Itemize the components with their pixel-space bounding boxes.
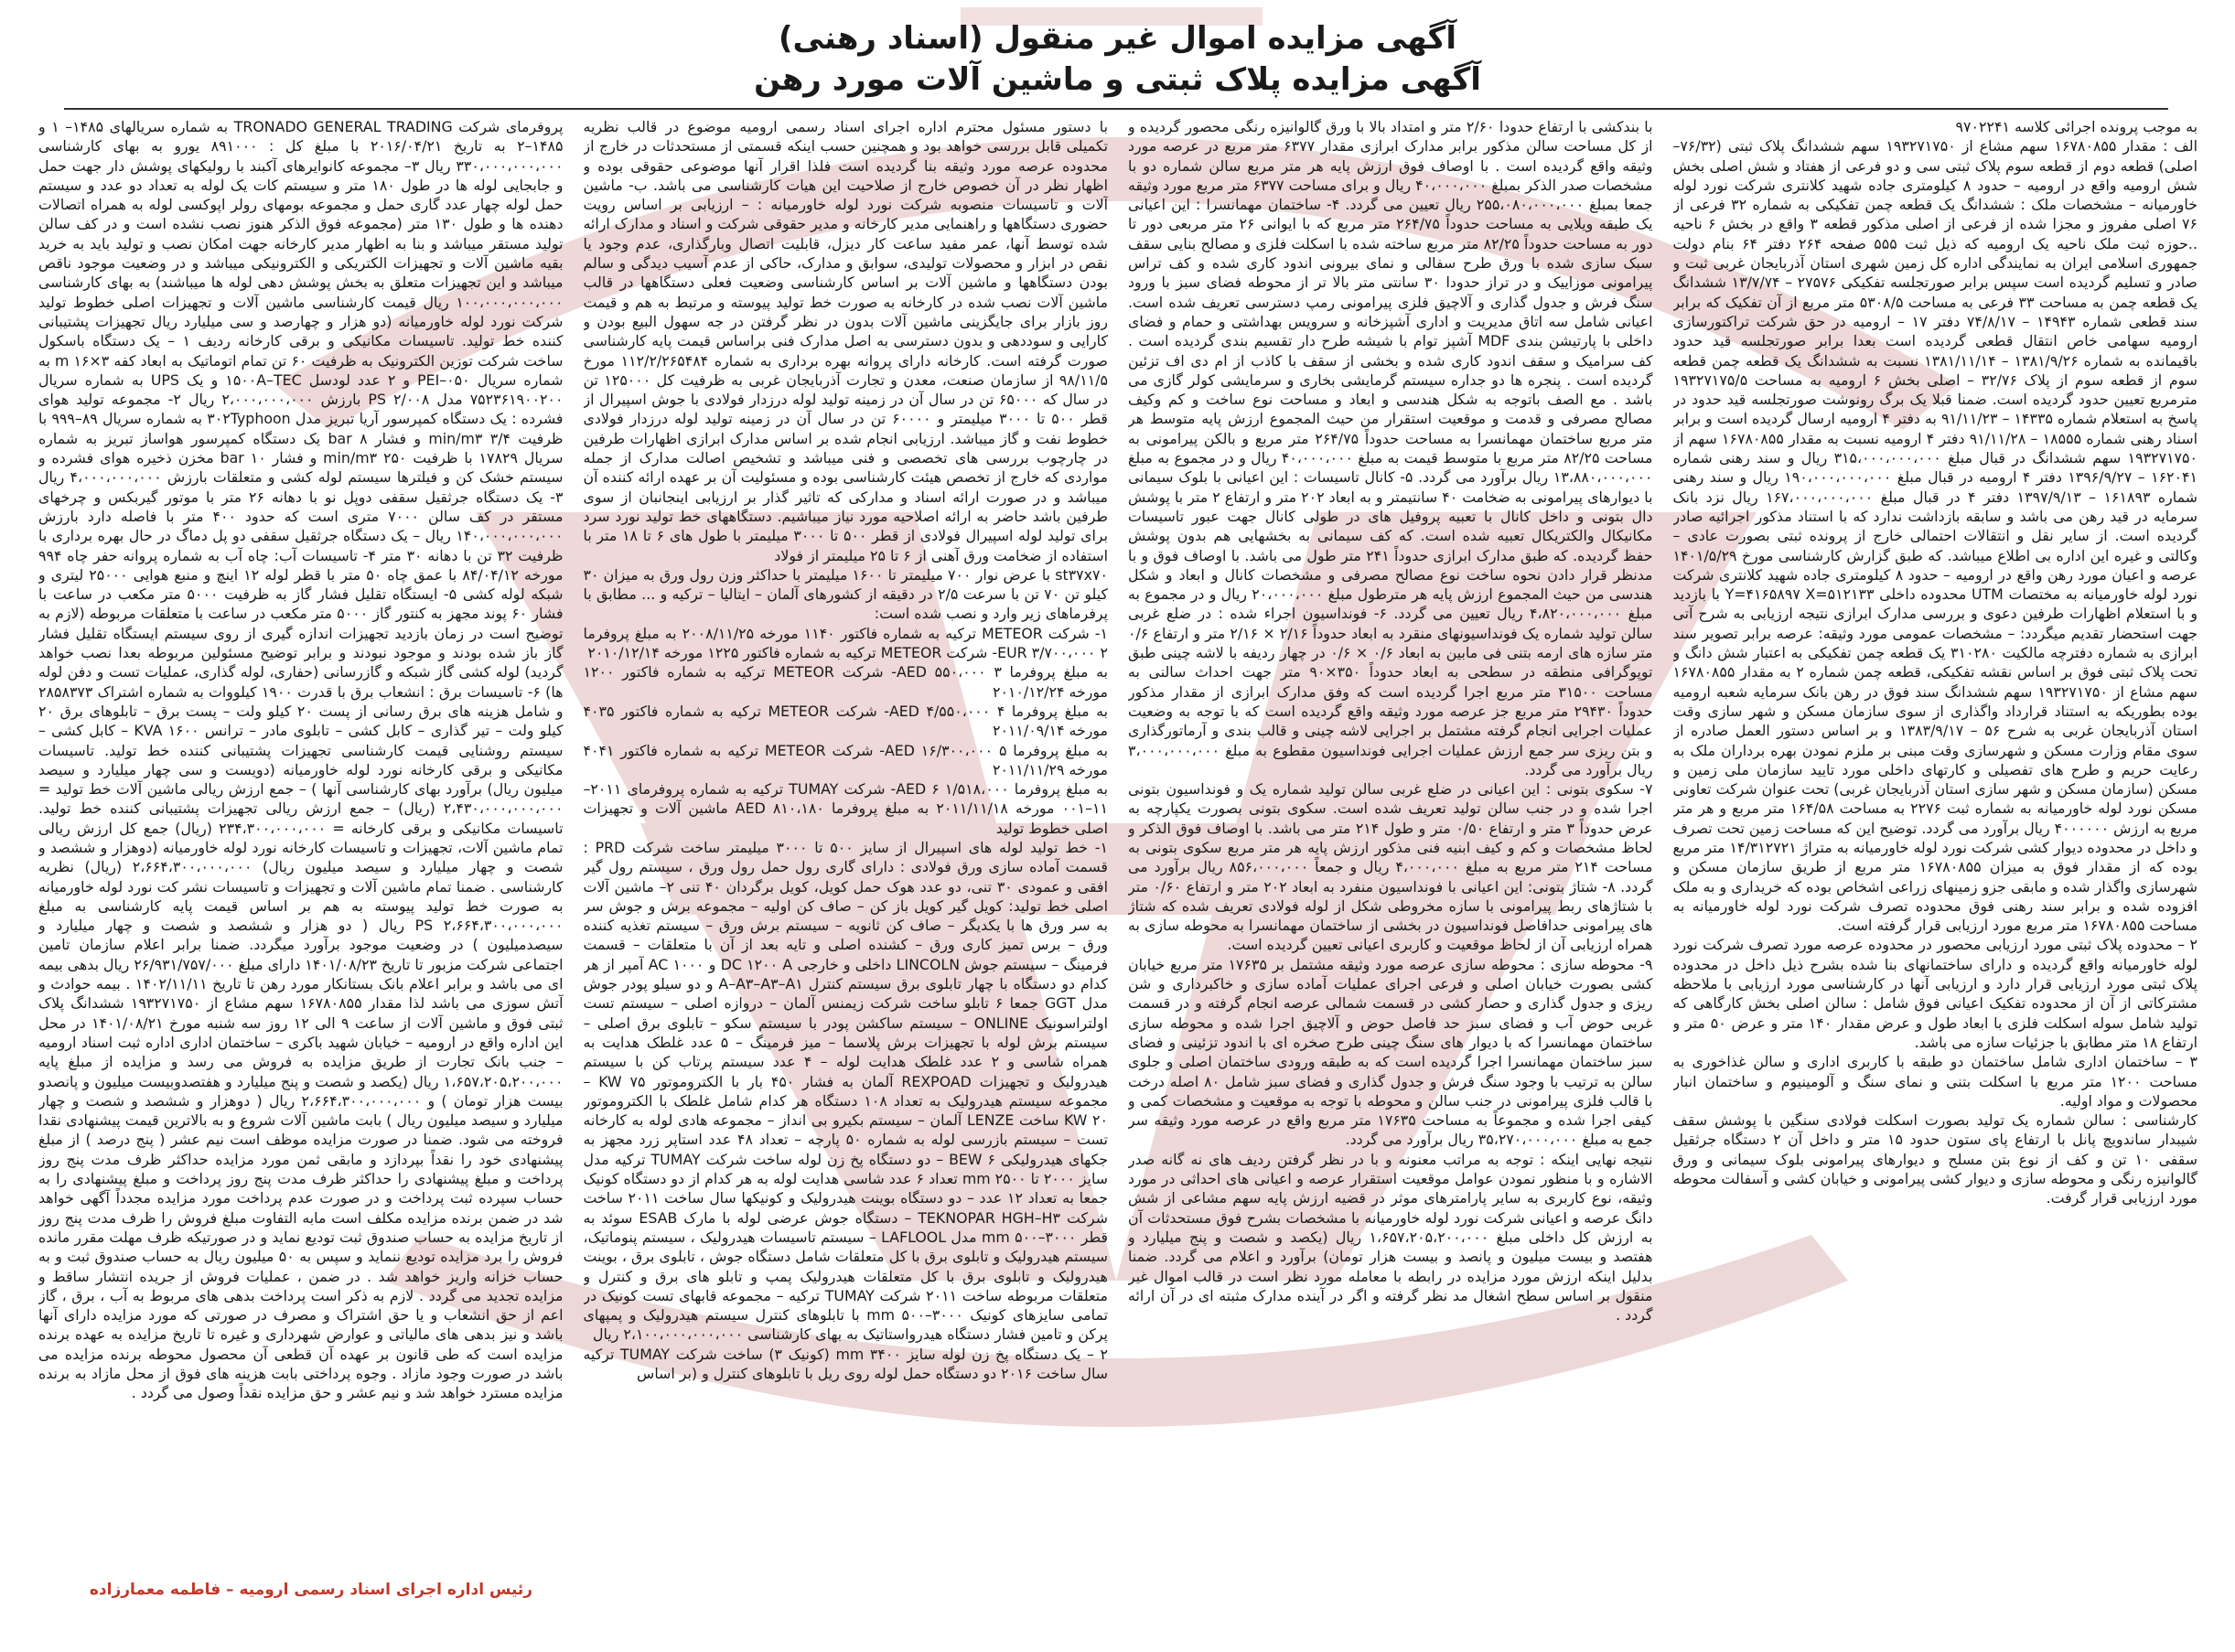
column-4 — [38, 117, 564, 1626]
column-3-paragraph: ۲ – یک دستگاه پخ زن لوله سایز ۳۴۰۰ mm (کونیک ۳) ساخت شرکت TUMAY ترکیه سال ساخت ۲۰۱۶ دو دستگاه حمل لوله روی ریل با تابلوهای کنترل و (بر اساس — [583, 1345, 1108, 1382]
column-1 — [1673, 117, 2198, 1626]
column-2-paragraph: با بندکشی با ارتفاع حدودا ۲/۶۰ متر و امتداد بالا با ورق گالوانیزه رنگی محصور گردیده و از کل مساحت سالن مذکور برابر مدارک ابرازی مقدار ۶۳۷۷ متر مربع در عرصه مورد وثیقه واقع گردیده است . با اوصاف فوق ارزش پایه هر متر مربع سالن شماره دو با مشخصات صدر الذکر بمبلغ ۴۰،۰۰۰،۰۰۰ ریال و برای مساحت ۶۳۷۷ متر مربع مورد وثیقه جمعا بمبلغ ۲۵۵،۰۸۰،۰۰۰،۰۰۰ ریال تعیین می گردد. ۴- ساختمان مهمانسرا : این اعیانی یک طبقه ویلایی به مساحت حدوداً ۲۶۴/۷۵ متر مربع که با ایوانی ۲۶ متر مربعی دور تا دور به مساحت حدوداً ۸۲/۲۵ متر مربع ساخته شده با اسکلت فلزی و مصالح بنایی سقف سبک سازی شده با ورق طرح سفالی و نمای بیرونی اندود کاری شده و کف تراس پیرامونی موزاییک و در تراز حدودا ۳۰ سانتی متر بالا تر از محوطه فضای سبز با ورود سنگ فرش و جدول گذاری و آلاچیق فلزی پیرامونی رمپ دسترسی تعریف شده است. اعیانی شامل سه اتاق مدیریت و اداری آشپزخانه و سرویس بهداشتی و حمام و فضای داخلی با پارتیشن بندی MDF آشپز توام با شیشه طرح دار تقسیم بندی گردیده است . کف سرامیک و سقف اندود کاری شده و بخشی از سقف با کاذب از ام دی اف تزئین گردیده است . پنجره ها دو جداره سیستم گرمایشی بخاری و سرمایشی کولر گازی می باشد . مع الصف باتوجه به شکل هندسی و ابعاد و مساحت نوع ساخت و کم وکیف مصالح مصرفی و قدمت و موقعیت استقرار من حیث المجموع ارزش پایه متوسط هر متر مربع ساختمان مهمانسرا به مساحت حدوداً ۲۶۴/۷۵ متر مربع و بالکن پیرامونی به مساحت ۸۲/۲۵ متر مربع با متوسط قیمت به مبلغ ۴۰،۰۰۰،۰۰۰ ریال و در مجموع به مبلغ ۱۳،۸۸۰،۰۰۰،۰۰۰ ریال برآورد می گردد. ۵- کانال تاسیسات : این اعیانی با بلوک سیمانی با دیوارهای پیرامونی به ضخامت ۴۰ سانتیمتر و به ابعاد ۲۰۲ متر و ارتفاع ۲ متر با پوشش دال بتونی و داخل کانال با تعبیه پروفیل های در طولی کانال جهت عبور تاسیسات مکانیکال والکتریکال تعبیه شده است. که کف سیمانی به بخشهایی هم بدون پوشش حفظ گردیده. که طبق مدارک ابرازی حدوداً ۲۴۱ متر طول می باشد. با اوصاف فوق و با مدنظر قرار دادن نحوه ساخت نوع مصالح مصرفی و مشخصات کانال و ابعاد و شکل هندسی من حیث المجموع ارزش پایه هر مترطول مبلغ ۲۰،۰۰۰،۰۰۰ ریال و در مجموع به مبلغ ۴،۸۲۰،۰۰۰،۰۰۰ ریال تعیین می گردد. ۶- فونداسیون اجراء شده : در ضلع غربی سالن تولید شماره یک فونداسیونهای منقرد به ابعاد حدوداً ۲/۱۶ × ۲/۱۶ متر و ارتفاع ۰/۶ متر سازه های ارمه بتنی فی مابین به ابعاد ۰/۶ × ۰/۶ در چهار ردیفه با لاشه چینی طبق توپوگرافی منطقه در سطحی به ابعاد حدوداً ۳۵۰×۹۰ متر جهت احداث سالنی به مساحت ۳۱۵۰۰ متر مربع اجرا گردیده است که وفق مدارک ابرازی از مقدار مذکور حدوداً ۲۹۴۳۰ متر مربع جز عرصه مورد وثیقه واقع گردیده است که با توجه به وضعیت عملیات اجرایی انجام گرفته مشتمل بر اجرایی لاشه چینی و قالب بندی و آرماتورگذاری و بتن ریزی سر جمع ارزش عملیات اجرایی فونداسیون مقطوع به مبلغ ۳،۰۰۰،۰۰۰،۰۰۰ ریال برآورد می گردد. — [1128, 118, 1653, 778]
column-1-paragraph: کارشناسی : سالن شماره یک تولید بصورت اسکلت فولادی سنگین با پوشش سقف شیبدار ساندویچ پانل با ارتفاع پای ستون حدود ۱۵ متر و داخل آن ۲ دستگاه جرثقیل سقفی ۱۰ تن و کف از نوع بتن مسلح و دیوارهای پیرامونی بلوک سیمانی و ورق گالوانیزه رنگی و محوطه سازی و دیوار کشی پیرامونی و خیابان کشی و آسفالت محوطه مورد ارزیابی قرار گرفت. — [1672, 1111, 2197, 1207]
column-1-paragraph: الف : مقدار ۱۶۷۸۰۸۵۵ سهم مشاع از ۱۹۳۲۷۱۷۵۰ سهم ششدانگ پلاک ثبتی (۷۶/۳۲–اصلی) قطعه دوم از قطعه سوم پلاک ثبتی سی و دو فرعی از هفتاد و شش اصلی بخش شش ارومیه واقع در ارومیه – حدود ۸ کیلومتری جاده شهید کلانتری شرکت نورد لوله خاورمیانه – مشخصات ملک : ششدانگ یک قطعه چمن تفکیکی به شماره ۳۲ فرعی از ۷۶ اصلی مفروز و مجزا شده از فرعی از اصلی مذکور قطعه ۳ واقع در بخش ۶ ناحیه ..حوزه ثبت ملک ناحیه یک ارومیه که ذیل ثبت ۵۵۵ صفحه ۲۶۴ دفتر ۶۴ بنام دولت جمهوری اسلامی ایران به نمایندگی اداره کل زمین شهری استان آذربایجان غربی ثبت و صادر و تسلیم گردیده است سپس برابر صورتجلسه تفکیکی ۲۷۵۷۶ – ۱۳/۷/۷۴ ششدانگ یک قطعه چمن به مساحت ۳۳ فرعی به مساحت ۵۳۰۸/۵ متر مربع از آن تفکیک که برابر سند قطعی شماره ۱۴۹۴۳ – ۷۴/۸/۱۷ دفتر ۱۷ – ارومیه در حق شرکت تراکتورسازی ارومیه سهامی خاص انتقال قطعی گردیده است بعدا برابر صورتجلسه قید حدود باقیمانده به شماره ۱۳۸۱/۹/۲۶ – ۱۳۸۱/۱۱/۱۴ نسبت به ششدانگ یک قطعه چمن قطعه سوم از قطعه سوم از پلاک ۳۲/۷۶ – اصلی بخش ۶ ارومیه به مساحت ۱۹۳۲۷۱۷۵/۵ مترمربع تعیین حدود گردیده است. ضمنا قبلا یک برگ رونوشت صورتجلسه قید حدود در پاسخ به استعلام شماره ۱۴۳۳۵ – ۹۱/۱۱/۲۳ به دفتر ۴ ارومیه ارسال گردیده است و برابر اسناد رهنی شماره ۱۸۵۵۵ – ۹۱/۱۱/۲۸ دفتر ۴ ارومیه نسبت به مقدار ۱۶۷۸۰۸۵۵ سهم از ۱۹۳۲۷۱۷۵۰ سهم ششدانگ در قبال مبلغ ۳۱۵،۰۰۰،۰۰۰،۰۰۰ ریال و سند رهنی شماره ۱۶۲۰۴۱ – ۱۳۹۶/۹/۲۷ دفتر ۴ ارومیه در قبال مبلغ ۱۹۰،۰۰۰،۰۰۰،۰۰۰ ریال و سند رهنی شماره ۱۶۱۸۹۳ – ۱۳۹۷/۹/۱۳ دفتر ۴ در قبال مبلغ ۱۶۷،۰۰۰،۰۰۰،۰۰۰ ریال نزد بانک سرمایه در قید رهن می باشد و سابقه بازداشت ندارد که با استناد مذکور اجرائیه صادر گردیده است. از سایر نقل و انتقالات احتمالی خارج از پرونده ثبتی بصورت عادی – وکالتی و غیره این اداره بی اطلاع میباشد. که طبق گزارش کارشناسی مورخ ۱۴۰۱/۵/۲۹ عرصه و اعیان مورد رهن واقع در ارومیه – حدود ۸ کیلومتری جاده شهید کلانتری شرکت نورد لوله خاورمیانه به مختصات UTM محدوده داخلی Y=۴۱۶۵۸۹۷ X=۵۱۲۱۳۳ با بازدید و با استعلام اظهارات طرفین دعوی و بررسی مدارک ابرازی نتیجه ارزیابی به شرح آتی جهت استحضار تقدیم میگردد: – مشخصات عمومی مورد وثیقه: عرصه برابر تصویر سند ابرازی به شماره دفترچه مالکیت ۳۱۰۲۸۰ یک قطعه چمن تفکیکی به اعتبار شش دانگ و تحت پلاک ثبتی فوق بر اساس نقشه تفکیکی، قطعه چمن شماره ۲ به مقدار ۱۶۷۸۰۸۵۵ سهم مشاع از ۱۹۳۲۷۱۷۵۰ سهم ششدانگ سند فوق در رهن بانک سرمایه شعبه ارومیه بوده بطوریکه به استناد قرارداد واگذاری از سوی سازمان مسکن و شهر سازی وقت استان آذربایجان غربی به شرح ۵۶ – ۱۳۸۳/۹/۱۷ و بر اساس دستور العمل صادره از سوی مقام وزارت مسکن و شهرسازی وقت مبنی بر ملزم نمودن بهره برداران ملک به رعایت حریم و طرح های تفصیلی و کارتهای داخلی مورد تایید سازمان ملی زمین و مسکن (سازمان مسکن و شهر سازی استان آذربایجان غربی) تحت عنوان شرکت تعاونی مسکن نورد لوله خاورمیانه به شماره ثبت ۲۲۷۶ به مساحت ۱۶۴/۵۸ متر مربع و هر متر مربع به ارزش ۴۰۰۰۰۰۰ ریال برآورد می گردد. توضیح این که مساحت زمین تحت تصرف و داخل در محدوده دیوار کشی شرکت نورد لوله خاورمیانه به متراژ ۱۴/۳۱۲۷۲۱ متر مربع بوده که از مقدار فوق به میزان ۱۶۷۸۰۸۵۵ متر مربع از طریق سازمان مسکن و شهرسازی واگذار شده و مابقی جزو زمینهای زراعی اشخاص بوده که خریداری و به ملک افزوده شده و برابر سند رهنی فوق محدوده تصرف شرکت نورد لوله خاورمیانه به مساحت ۱۶۷۸۰۸۵۵ متر مربع مورد ارزیابی قرار گرفته است. — [1672, 137, 2197, 935]
column-2 — [1128, 117, 1653, 1626]
column-3-paragraph: st۳۷x۷۰ با عرض نوار ۷۰۰ میلیمتر تا ۱۶۰۰ میلیمتر با حداکثر وزن رول ورق به میزان ۳۰ کیلو تن ۷۰ تن با سرعت ۲/۵ در دقیقه از کشورهای آلمان – ایتالیا – ترکیه و ... مطابق با پرفرماهای زیر وارد و نصب شده است: — [583, 565, 1108, 623]
text-columns — [38, 117, 2197, 1626]
column-4-paragraph: پروفرمای شرکت TRONADO GENERAL TRADING به شماره سریالهای ۱۴۸۵– ۱ و ۱۴۸۵–۲ به تاریخ ۲۰۱۶/۰۴/۲۱ با مبلغ کل : ۸۹۱۰۰۰ یورو به بهای کارشناسی ۳۳۰،۰۰۰،۰۰۰،۰۰۰ ریال ۳– مجموعه کانوایرهای آکبند با رولیکهای پوشش دار جهت حمل و جابجایی لوله ها در طول ۱۸۰ متر و سیستم کات یک لوله به تعداد دو عدد و سیستم حمل لوله چهار عدد گاری حمل و مجموعه بومهای رولر اپوکسی لوله به همراه اتصالات دهنده ها و طول ۱۳۰ متر (مجموعه فوق الذکر هنوز نصب نشده است و در کف سالن تولید مستقر میباشد و بنا به اظهار مدیر کارخانه جهت امکان نصب و تولید باید به خرید بقیه ماشین آلات و تجهیزات الکتریکی و الکترونیکی میباشد و در وضعیت موجود ناقص میباشد و این تجهیزات متعلق به بخش پوشش دهی لوله ها میباشند) به بهای کارشناسی ۱۰۰،۰۰۰،۰۰۰،۰۰۰ ریال قیمت کارشناسی ماشین آلات و تجهیزات اصلی خطوط تولید شرکت نورد لوله خاورمیانه (دو هزار و چهارصد و سی میلیارد ریال تجهیزات پشتیبانی کننده خط تولید. تاسیسات مکانیکی و برقی کارخانه ردیف ۱ – یک دستگاه باسکول ساخت شرکت توزین الکترونیک به ظرفیت ۶۰ تن تمام اتوماتیک به ابعاد کفه ۳×۱۶ m به شماره سریال ۰۵۰–PEI و ۲ عدد لودسل ۱۵۰۰A–TEC و یک UPS به شماره سریال ۷۵۲۳۶۱۹۰۰۲۰۰ مدل PS ۲/۰۰۸ بارزش ۲،۰۰۰،۰۰۰،۰۰۰ ریال ۲- مجموعه تولید هوای فشرده : یک دستگاه کمپرسور آریا تبریز مدل ۳۰۲Typhoon به شماره سریال ۸۹–۹۹۹ با ظرفیت ۳/۴ min/m۳ و فشار ۸ bar یک دستگاه کمپرسور هواساز تبریز به شماره سریال ۱۷۸۲۹ با ظرفیت ۲۵۰ min/m۳ و فشار ۱۰ bar مخزن ذخیره هوای فشرده و سیستم خشک کن و فیلترها سیستم لوله کشی و متعلقات بارزش ۴،۰۰۰،۰۰۰،۰۰۰ ریال ۳- یک دستگاه جرثقیل سقفی دوپل نو با دهانه ۲۶ متر با موتور گیربکس و چرخهای مستقر در کف سالن ۷۰۰۰ متری است که حدود ۴۰۰ متر با فاصله دارد بارزش ۱۴۰،۰۰۰،۰۰۰،۰۰۰ ریال – یک دستگاه جرثقیل سقفی دو پل دماگ در حال بهره برداری با ظرفیت ۳۲ تن با دهانه ۳۰ متر ۴- تاسیسات آب: چاه آب به شماره پروانه حفر چاه ۹۹۴ مورخه ۸۴/۰۴/۱۲ با عمق چاه ۵۰ متر با قطر لوله ۱۲ اینچ و منبع هوایی ۲۵۰۰۰ لیتری و شبکه لوله کشی ۵- ایستگاه تقلیل فشار گاز به ظرفیت ۵۰۰۰ متر مکعب در ساعت با فشار ۶۰ پوند مجهز به کنتور گاز ۵۰۰۰ متر مکعب در ساعت با متعلقات مربوطه (لازم به توضیح است در زمان بازدید تجهیزات اندازه گیری از روی سیستم ایستگاه تقلیل فشار گاز باز شده بودند و موجود نبودند و برابر توضیح مسئولین مربوطه بعدا نصب خواهد گردید) لوله کشی گاز شبکه و گازرسانی (حفاری، لوله گذاری، عملیات تست و دفن لوله ها) ۶- تاسیسات برق : انشعاب برق با قدرت ۱۹۰۰ کیلووات به شماره اشتراک ۲۸۵۸۳۷۳ و شامل هزینه های برق رسانی از پست ۲۰ کیلو ولت – پست برق – تابلوهای برق ۲۰ کیلو ولت – تیر گذاری – کابل کشی – تابلوی مادر – ترانس ۱۶۰۰ KVA – کابل کشی – سیستم روشنایی قیمت کارشناسی تجهیزات پشتیبانی کننده خط تولید. تاسیسات مکانیکی و برقی کارخانه نورد لوله خاورمیانه (دویست و سی چهار میلیارد و سیصد میلیون ریال) برآورد بهای کارشناسی آنها ) – جمع ارزش ریالی ماشین آلات خط تولید = ۲،۴۳۰،۰۰۰،۰۰۰،۰۰۰ (ریال) – جمع ارزش ریالی تجهیزات پشتیبانی کننده خط تولید. تاسیسات مکانیکی و برقی کارخانه = ۲۳۴،۳۰۰،۰۰۰،۰۰۰ (ریال) جمع کل ارزش ریالی تمام ماشین آلات، تجهیزات و تاسیسات کارخانه نورد لوله خاورمیانه (دوهزار و ششصد و شصت و چهار میلیارد و سیصد میلیون ریال) ۲،۶۶۴،۳۰۰،۰۰۰،۰۰۰ (ریال) نظریه کارشناسی . ضمنا تمام ماشین آلات و تجهیزات و تاسیسات نشر کت نورد لوله خاورمیانه به صورت خط تولید پیوسته به هم بر اساس قیمت پایه کارشناسی به مبلغ ۲،۶۶۴،۳۰۰،۰۰۰،۰۰۰ PS ریال ( دو هزار و ششصد و شصت و چهار میلیارد و سیصدمیلیون ) در وضعیت موجود برآورد میگردد. ضمنا برابر اعلام سازمان تامین اجتماعی شرکت مزبور تا تاریخ ۱۴۰۱/۰۸/۲۳ دارای مبلغ ۲۶/۹۳۱/۷۵۷/۰۰۰ ریال بدهی بیمه ای می باشد و برابر اعلام بانک بستانکار مورد رهن تا تاریخ ۱۴۰۲/۱۱/۱۱ . بیمه حوادث و آتش سوزی می باشد لذا مقدار ۱۶۷۸۰۸۵۵ سهم مشاع از ۱۹۳۲۷۱۷۵۰ ششدانگ پلاک ثبتی فوق و ماشین آلات از ساعت ۹ الی ۱۲ روز سه شنبه مورخ ۱۴۰۱/۰۸/۲۱ در محل این اداره واقع در ارومیه – خیابان شهید باکری – ساختمان اداری اداره ثبت اسناد ارومیه – جنب بانک تجارت از طریق مزایده به فروش می رسد و مزایده از مبلغ پایه ۱،۶۵۷،۲۰۵،۲۰۰،۰۰۰ ریال (یکصد و شصت و پنج میلیارد و هفتصدوبیست میلیون و پانصدو بیست هزار تومان ) و ۲،۶۶۴،۳۰۰،۰۰۰،۰۰۰ ریال ( دوهزار و ششصد و شصت و چهار میلیارد و سیصد میلیون ریال ) بابت ماشین آلات شروع و به بالاترین قیمت پیشنهادی نقدا فروخته می شود. ضمنا در صورت مزایده موظف است نیم عشر ( پنج درصد ) از مبلغ پیشنهادی خود را نقداً بپردازد و مابقی ثمن مورد مزایده حداکثر ظرف مدت پنج روز پرداخت و مبلغ پیشنهادی را حداکثر ظرف مدت پنج روز پرداخت و مبلغ پیشنهادی را به حساب سپرده ثبت پرداخت و در صورت عدم پرداخت مورد مزایده مجدداً آگهی خواهد شد در ضمن برنده مزایده مکلف است مابه التفاوت مبلغ فروش را ظرف مدت پنج روز از تاریخ مزایده به حساب صندوق ثبت تودیع نماید و در صورتیکه ظرف مهلت مقرر مانده فروش را برد مزایده تودیع ننماید و سپس به ۵۰ میلیون ریال به حساب صندوق ثبت و به حساب خزانه واریز خواهد شد . در ضمن ، عملیات فروش از جریده انتشار ساقط و مزایده تجدید می گردد . لازم به ذکر است پرداخت بدهی های مربوط به آب ، برق ، گاز اعم از حق انشعاب و یا حق اشتراک و مصرف در صورتی که مورد مزایده دارای آنها باشد و نیز بدهی های مالیاتی و عوارض شهرداری و غیره تا تاریخ مزایده به عهده برنده مزایده است که طی قانون بر عهده آن قطعی آن محصول محوطه برنده مزایده می باشد در صورت وجود مازاد . وجوه پرداختی بابت هزینه های فوق از محل مازاد به برنده مزایده مسترد خواهد شد و نیم عشر و حق مزایده نقداً وصول می گردد . — [38, 118, 564, 1402]
column-3 — [584, 117, 1109, 1626]
column-3-paragraph: به مبلغ پروفرما ۱/۵۱۸،۰۰۰ AED ۶- شرکت TUMAY ترکیه به شماره پروفرمای ۲۰۱۱–۱۱–۰۰۱ مورخه ۲۰۱۱/۱۱/۱۸ به مبلغ پروفرما AED ۸۱۰،۱۸۰ ماشین آلات و تجهیزات اصلی خطوط تولید — [583, 780, 1108, 837]
header-divider — [64, 108, 2168, 110]
main-title: آگهی مزایده اموال غیر منقول (اسناد رهنی) — [779, 20, 1456, 57]
column-3-paragraph: ۱- شرکت METEOR ترکیه به شماره فاکتور ۱۱۴۰ مورخه ۲۰۰۸/۱۱/۲۵ به مبلغ پروفرما EUR ۳/۷۰۰،۰۰۰ ۲- شرکت METEOR ترکیه به شماره فاکتور ۱۲۲۵ مورخه ۲۰۱۰/۱۲/۱۴ — [583, 624, 1108, 662]
column-3-paragraph: ۱- خط تولید لوله های اسپیرال از سایز ۵۰۰ تا ۳۰۰۰ میلیمتر ساخت شرکت PRD : قسمت آماده سازی ورق فولادی : دارای گاری رول حمل رول ورق ، سیستم رول گیر افقی و عمودی ۳۰ تنی، دو عدد هوک حمل کویل، کویل برگردان ۴۰ تنی ۲– ماشین آلات اصلی خط تولید: کویل گیر کویل باز کن – صاف کن اولیه – مجموعه برش و جوش سر به سر ورق ها با یکدیگر – صاف کن ثانویه – سیستم برش ورق – سیستم تغذیه کننده ورق – برس تمیز کاری ورق – کشنده اصلی و تایه بعد از آن با متعلقات – قسمت فرمینگ – سیستم جوش LINCOLN داخلی و خارجی DC ۱۲۰۰ A و AC ۱۰۰۰ آمپر از هر کدام دو دستگاه با چهار تابلوی برق سیستم کنترل A–A۳–A۳–A۱ و دو سیلو پودر جوش مدل GGT جمعا ۶ تابلو ساخت شرکت زیمنس آلمان – دروازه اصلی – سیستم تست اولتراسونیک ONLINE – سیستم ساکشن پودر با سیستم سکو – تابلوی برق اصلی – سیستم برش لوله با تجهیزات برش پلاسما – میز فرمینگ – ۵ عدد غلطک هدایت به همراه شاسی و ۲ عدد غلطک هدایت لوله – ۴ عدد سیستم پرتاب کن با سیستم هیدرولیک و تجهیزات REXPOAD آلمان به فشار ۴۵۰ بار با الکتروموتور KW ۷۵ – مجموعه سیستم هیدرولیک به تعداد ۱۰۸ دستگاه هر کدام شامل غلطک با الکتروموتور KW ۲۰ ساخت LENZE آلمان – سیستم بکیرو بی انداز – مجموعه هادی لوله به کارخانه تست – سیستم بازرسی لوله به شماره ۵۰ پارچه – تعداد ۴۸ عدد استاپر زرد مجهز به جکهای هیدرولیکی BEW ۶ – دو دستگاه پخ زن لوله ساخت شرکت TUMAY ترکیه مدل سایز ۲۰۰۰ تا ۲۵۰۰ mm تعداد ۶ عدد شاسی هدایت لوله به هر کدام از دو دستگاه کونیک جمعا به تعداد ۱۲ عدد – دو دستگاه بوینت هیدرولیک و کونیکها سال ساخت ۲۰۱۱ ساخت شرکت TEKNOPAR HGH–H۳ – دستگاه جوش عرضی لوله با مارک ESAB سوئد به قطر mm ۵۰۰–۳۰۰۰ مدل LAFLOOL – سیستم تاسیسات هیدرولیک ، سیستم پنوماتیک، سیستم هیدرولیک و تابلوی برق با کل متعلقات شامل دستگاه جوش ، تابلوی برق ، بوینت هیدرولیک و تابلوی برق با کل متعلقات هیدرولیک پمپ و تابلو های برق و کنترل و متعلقات مربوطه ساخت ۲۰۱۱ شرکت TUMAY ترکیه – مجموعه قابهای تست کونیک در تمامی سایزهای کونیک ۳۰۰۰–۵۰۰ mm با تابلوهای کنترل سیستم هیدرولیک و پمپهای پرکن و تامین فشار دستگاه هیدرواستاتیک به بهای کارشناسی ۲،۱۰۰،۰۰۰،۰۰۰،۰۰۰ ریال — [583, 838, 1108, 1344]
sub-title: آگهی مزایده پلاک ثبتی و ماشین آلات مورد رهن — [754, 61, 1481, 98]
column-3-paragraph: به مبلغ پروفرما AED ۵۵۰،۰۰۰ ۳- شرکت METEOR ترکیه به شماره فاکتور ۱۲۰۰ مورخه ۲۰۱۰/۱۲/۲۴ — [583, 663, 1108, 701]
column-2-paragraph: ۹- محوطه سازی : محوطه سازی عرصه مورد وثیقه مشتمل بر ۱۷۶۳۵ متر مربع خیابان کشی بصورت خیابان اصلی و فرعی اجرای عملیات آماده سازی و خاکبرداری و شن ریزی و جدول گذاری و حصار کشی در قسمت شمالی عرصه انجام گرفته و در قسمت غربی حوض آب و فضای سبز حد فاصل حوض و آلاچیق اجرا شده و محوطه سازی ساختمان مهمانسرا که با دیوار های سنگ چینی طرح صخره ای با اندود تزئینی و فضای سبز ساختمان مهمانسرا اجرا گردیده است که به طبقه ورودی ساختمان اصلی و جلوی سالن به ترتیب با وجود سنگ فرش و جدول گذاری و فضای سبز شامل ۸۰ اصله درخت با قالب فلزی پیرامونی در جنب سالن و محوطه با توجه به موقعیت و مشخصات کمی و کیفی اجرا شده و مجموعاً به مساحت ۱۷۶۳۵ متر مربع واقع در عرصه مورد وثیقه سر جمع به مبلغ ۳۵،۲۷۰،۰۰۰،۰۰۰ ریال برآورد می گردد. — [1128, 955, 1653, 1149]
column-3-paragraph: به مبلغ پروفرما AED ۴/۵۵۰،۰۰۰ ۴- شرکت METEOR ترکیه به شماره فاکتور ۴۰۳۵ مورخه ۲۰۱۱/۰۹/۱۴ — [583, 702, 1108, 740]
column-1-paragraph: ۳ – ساختمان اداری شامل ساختمان دو طبقه با کاربری اداری و سالن غذاخوری به مساحت ۱۲۰۰ متر مربع با اسکلت بتنی و نمای سنگ و آلومینیوم و ساختمان انبار محصولات و مواد اولیه. — [1672, 1053, 2197, 1110]
document-header — [0, 18, 2235, 101]
column-1-paragraph: ۲ – محدوده پلاک ثبتی مورد ارزیابی محصور در محدوده عرصه مورد تصرف شرکت نورد لوله خاورمیانه واقع گردیده و دارای ساختمانهای بنا شده بشرح ذیل داخل در محدوده پلاک ثبتی مورد ارزیابی قرار دارد و ارزیابی آنها در کارشناسی مورد ارزیابی با ملاحظه مشترکاتی از آن از محدوده تفکیک اعیانی فوق شامل : سالن اصلی بخش کارگاهی که تولید شامل سوله اسکلت فلزی با ابعاد طول و عرض مقدار ۱۴۰ متر و عرض ۵۰ متر و ارتفاع ۱۸ متر مطابق با جزئیات سازه می باشد. — [1672, 936, 2197, 1051]
column-2-paragraph: نتیجه نهایی اینکه : توجه به مراتب معنونه و با در نظر گرفتن ردیف های نه گانه صدر الاشاره و با منظور نمودن عوامل موقعیت استقرار عرصه و اعیانی های احداثی در مورد وثیقه، نوع کاربری به سایر پارامترهای موثر در قضیه ارزش پایه سهم مشاعی از شش دانگ عرصه و اعیانی شرکت نورد لوله خاورمیانه با مشخصات بشرح فوق مستحدثات آن به ارزش کل داخلی مبلغ ۱،۶۵۷،۲۰۵،۲۰۰،۰۰۰ ریال (یکصد و شصت و پنج میلیارد و هفتصد و بیست میلیون و پانصد و بیست هزار تومان) برآورد و اعلام می گردد. ضمنا بدلیل اینکه ارزش مورد مزایده در رابطه با معامله مورد نظر است در قالب اموال غیر منقول بر اساس سطح اشغال مد نظر گرفته و اگر در آینده مدارک مثبته ای در آن ارائه گردد . — [1128, 1150, 1653, 1325]
signature-line: رئیس اداره اجرای اسناد رسمی ارومیه – فاطمه معمارزاده — [89, 1581, 533, 1599]
column-3-paragraph: با دستور مسئول محترم اداره اجرای اسناد رسمی ارومیه موضوع در قالب نظریه تکمیلی قابل بررسی خواهد بود و همچنین حسب اینکه قسمتی از مستحدثات در خارج از محدوده عرصه مورد وثیقه بنا گردیده است فلذا اقرار آنها موضوعی حقوقی بوده و اظهار نظر در آن خصوص خارج از صلاحیت این هیات کارشناسی می باشد. ب- ماشین آلات و تاسیسات منصوبه شرکت نورد لوله خاورمیانه : – ارزیابی بر اساس رویت حضوری دستگاهها و راهنمایی مدیر کارخانه و مدیر حقوقی شرکت و اسناد و مدارک ارائه شده توسط آنها، عمر مفید ساعت کار دیزل، قابلیت اتصال وبارگذاری، عدم وجود یا نقص در ابزار و محصولات تولیدی، سوابق و مدارک، حاکی از عدم آسیب دیدگی و سالم بودن دستگاهها و ماشین آلات بر اساس کارشناسی وضعیت فعلی دستگاهها در قالب ماشین آلات نصب شده در کارخانه به صورت خط تولید پیوسته و مرتبط به هم و قیمت روز بازار برای جایگزینی ماشین آلات بدون در نظر گرفتن در جه سهول البیع بودن و کارایی و سوددهی و بدون دسترسی به اصل مدارک فنی براساس قیمت پایه کارشناسی صورت گرفته است. کارخانه دارای پروانه بهره برداری به شماره ۱۱۲/۲/۲۶۵۴۸۴ مورخ ۹۸/۱۱/۵ از سازمان صنعت، معدن و تجارت آذربایجان غربی به ظرفیت کل ۱۲۵۰۰۰ تن در سال که ۶۵۰۰۰ تن در سال آن در زمینه تولید لوله درزدار فولادی با جوش اسپیرال از قطر ۵۰۰ تا ۳۰۰۰ میلیمتر و ۶۰۰۰۰ تن در سال آن در زمینه تولید لوله درزدار فولادی خطوط نفت و گاز میباشد. ارزیابی انجام شده بر اساس مدارک ابرازی اظهارات طرفین در چارچوب بررسی های تخصصی و فنی میباشد و تشخیص اصالت مدارک از جمله مواردی که خارج از تخصص هیئت کارشناسی بوده و مسئولیت آن بر عهده ارائه کننده آن میباشد و در صورت ارائه اسناد و مدارکی که تاثیر گذار بر ارزیابی اینجانبان از سوی طرفین باشد حاضر به ارائه اصلاحیه مورد نیاز میباشیم. دستگاههای خط تولید نورد سرد برای تولید لوله اسپیرال فولادی از قطر ۵۰۰ تا ۳۰۰۰ میلیمتر با طول های ۶ تا ۱۸ متر با استفاده از ضخامت ورق آهنی از ۶ تا ۲۵ میلیمتر از فولاد — [583, 118, 1108, 564]
column-2-paragraph: ۷- سکوی بتونی : این اعیانی در ضلع غربی سالن تولید شماره یک و فونداسیون بتونی اجرا شده و در جنب سالن تولید تعریف شده است. سکوی بتونی بصورت یکپارچه به عرض حدوداً ۳ متر و ارتفاع ۰/۵۰ متر و طول ۲۱۴ متر می باشد. با اوصاف فوق الذکر و لحاظ مشخصات و کم و کیف ابنیه فنی مذکور ارزش پایه هر متر مربع سکوی بتونی به مساحت ۲۱۴ متر مربع به مبلغ ۴،۰۰۰،۰۰۰ ریال و جمعاً ۸۵۶،۰۰۰،۰۰۰ ریال برآورد می گردد. ۸- شتاژ بتونی: این اعیانی با فونداسیون منفرد به ابعاد ۲۰۲ متر و ارتفاع ۰/۶۰ متر با شتاژهای ربط پیرامونی با سازه مخروطی شکل از لوله فولادی تعریف شده که شتاژ های پیرامونی حدافاصل فونداسیون در بخشی از ساختمان مهمانسرا به محوطه سازی به همراه ارزیابی آن از لحاظ موقعیت و کاربری اعیانی تعیین گردیده است. — [1128, 780, 1653, 954]
column-3-paragraph: به مبلغ پروفرما AED ۱۶/۳۰۰،۰۰۰ ۵- شرکت METEOR ترکیه به شماره فاکتور ۴۰۴۱ مورخه ۲۰۱۱/۱۱/۲۹ — [583, 741, 1108, 778]
column-1-paragraph: به موجب پرونده اجرائی کلاسه ۹۷۰۲۲۴۱ — [1955, 118, 2197, 135]
